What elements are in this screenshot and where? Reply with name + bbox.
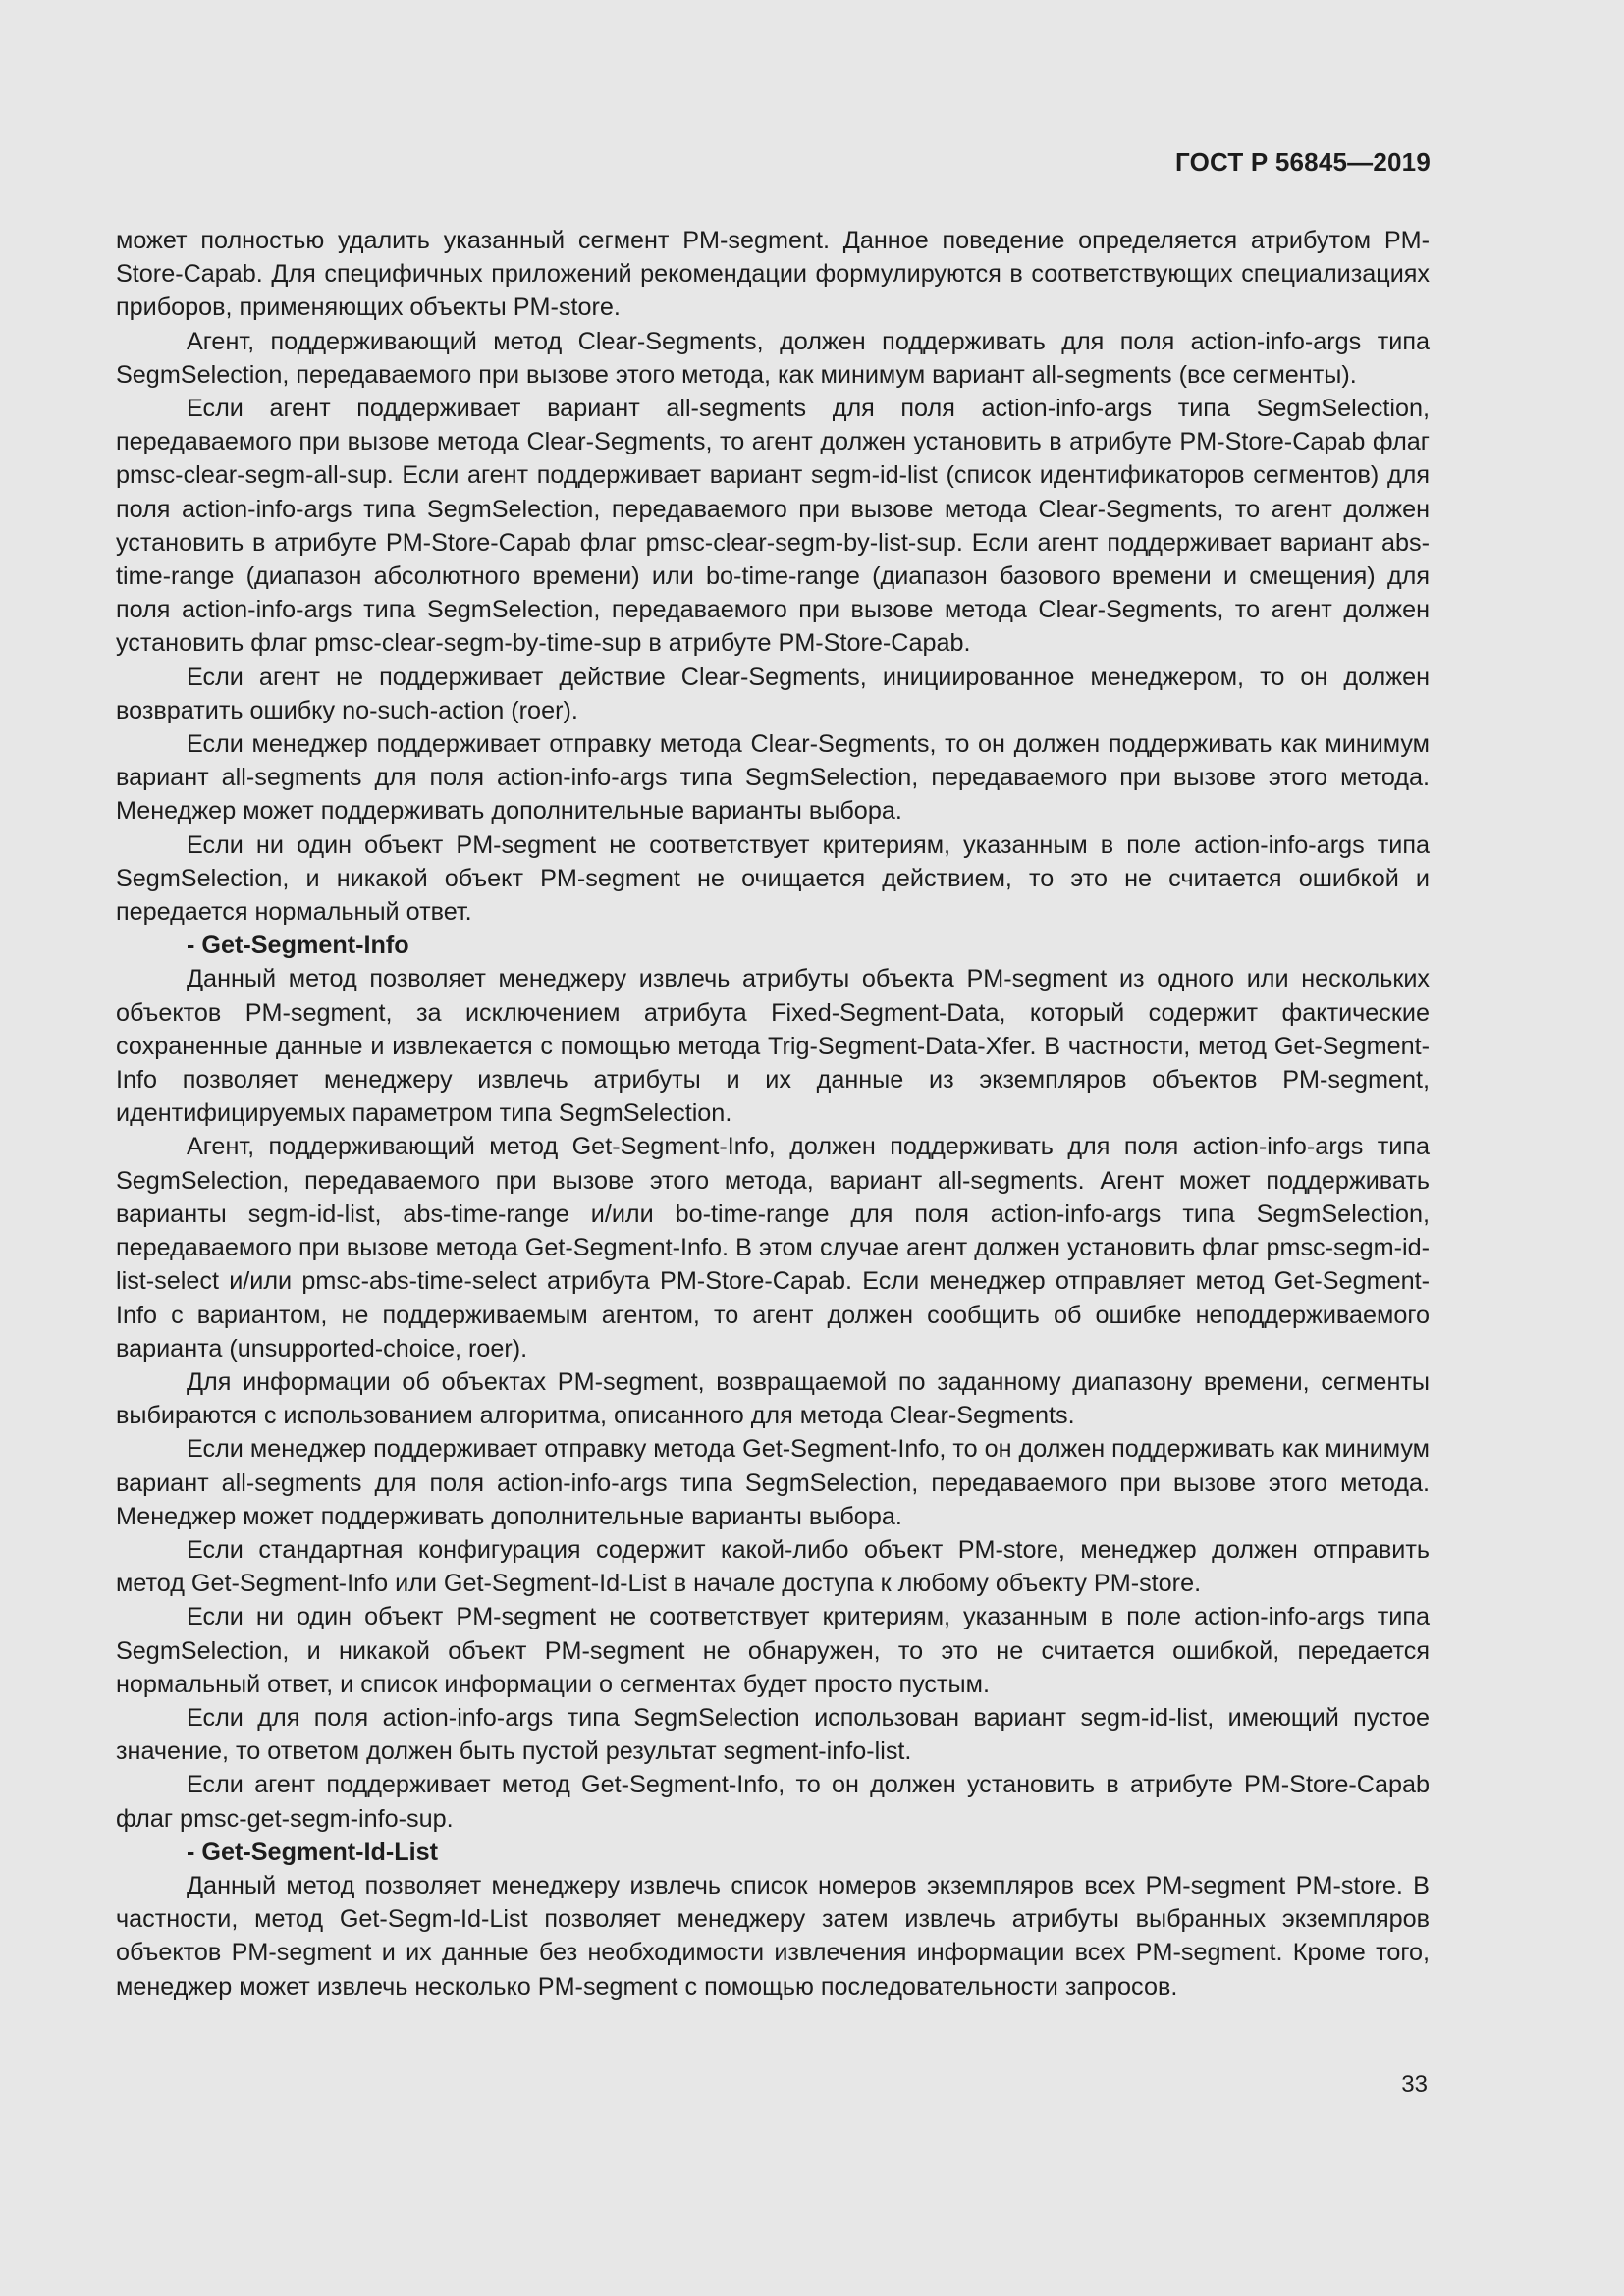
body-paragraph: Если для поля action-info-args типа SegmSelection использован вариант segm-id-list, имеющий пустое значение, то ответом должен быть пустой результат segment-info-list. [116,1703,1430,1766]
body-paragraph: Данный метод позволяет менеджеру извлечь атрибуты объекта PM-segment из одного или нескольких объектов PM-segment, за исключением атрибута Fixed-Segment-Data, который содержит фактические сохраненные данные и извлекается с помощью метода Trig-Segment-Data-Xfer. В частности, метод Get-Segment-Info позволяет менеджеру извлечь атрибуты и их данные из экземпляров объектов PM-segment, идентифицируемых параметром типа SegmSelection. [116,965,1430,1128]
body-paragraph: Если менеджер поддерживает отправку метода Get-Segment-Info, то он должен поддерживать как минимум вариант all-segments для поля action-info-args типа SegmSelection, передаваемого при вызове этого метода. Менеджер может поддерживать дополнительные варианты выбора. [116,1435,1430,1530]
body-paragraph: Данный метод позволяет менеджеру извлечь список номеров экземпляров всех PM-segment PM-store. В частности, метод Get-Segm-Id-List позволяет менеджеру затем извлечь атрибуты выбранных экземпляров объектов PM-segment и их данные без необходимости извлечения информации всех PM-segment. Кроме того, менеджер может извлечь несколько PM-segment с помощью последовательности запросов. [116,1871,1430,2001]
document-body [116,224,1430,2003]
body-paragraph: Если агент поддерживает метод Get-Segment-Info, то он должен установить в атрибуте PM-Store-Capab флаг pmsc-get-segm-info-sup. [116,1771,1430,1833]
body-paragraph: может полностью удалить указанный сегмент PM-segment. Данное поведение определяется атрибутом PM-Store-Capab. Для специфичных приложений рекомендации формулируются в соответствующих специализациях приборов, применяющих объекты PM-store. [116,227,1430,322]
body-paragraph: Если агент не поддерживает действие Clear-Segments, инициированное менеджером, то он должен возвратить ошибку no-such-action (roer). [116,663,1430,724]
body-paragraph: Если менеджер поддерживает отправку метода Clear-Segments, то он должен поддерживать как минимум вариант all-segments для поля action-info-args типа SegmSelection, передаваемого при вызове этого метода. Менеджер может поддерживать дополнительные варианты выбора. [116,730,1430,826]
body-paragraph: Для информации об объектах PM-segment, возвращаемой по заданному диапазону времени, сегменты выбираются с использованием алгоритма, описанного для метода Clear-Segments. [116,1367,1430,1430]
body-paragraph: Агент, поддерживающий метод Get-Segment-Info, должен поддерживать для поля action-info-args типа SegmSelection, передаваемого при вызове этого метода, вариант all-segments. Агент может поддерживать варианты segm-id-list, abs-time-range и/или bo-time-range для поля action-info-args типа SegmSelection, передаваемого при вызове метода Get-Segment-Info. В этом случае агент должен установить флаг pmsc-segm-id-list-select и/или pmsc-abs-time-select атрибута PM-Store-Capab. Если менеджер отправляет метод Get-Segment-Info с вариантом, не поддерживаемым агентом, то агент должен сообщить об ошибке неподдерживаемого варианта (unsupported-choice, roer). [116,1133,1430,1362]
document-header-standard-id: ГОСТ Р 56845—2019 [1175,147,1431,177]
page-number: 33 [1401,2071,1428,2098]
body-paragraph: Агент, поддерживающий метод Clear-Segments, должен поддерживать для поля action-info-args типа SegmSelection, передаваемого при вызове этого метода, как минимум вариант all-segments (все сегменты). [116,327,1430,389]
method-heading: - Get-Segment-Info [187,932,409,960]
body-paragraph: Если ни один объект PM-segment не соответствует критериям, указанным в поле action-info-args типа SegmSelection, и никакой объект PM-segment не очищается действием, то это не считается ошибкой и передается нормальный ответ. [116,830,1430,927]
method-heading: - Get-Segment-Id-List [187,1838,439,1866]
body-paragraph: Если стандартная конфигурация содержит какой-либо объект PM-store, менеджер должен отправить метод Get-Segment-Info или Get-Segment-Id-List в начале доступа к любому объекту PM-store. [116,1535,1430,1598]
body-paragraph: Если ни один объект PM-segment не соответствует критериям, указанным в поле action-info-args типа SegmSelection, и никакой объект PM-segment не обнаружен, то это не считается ошибкой, передается нормальный ответ, и список информации о сегментах будет просто пустым. [116,1603,1430,1698]
body-paragraph: Если агент поддерживает вариант all-segments для поля action-info-args типа SegmSelection, передаваемого при вызове метода Clear-Segments, то агент должен установить в атрибуте PM-Store-Capab флаг pmsc-clear-segm-all-sup. Если агент поддерживает вариант segm-id-list (список идентификаторов сегментов) для поля action-info-args типа SegmSelection, передаваемого при вызове метода Clear-Segments, то агент должен установить в атрибуте PM-Store-Capab флаг pmsc-clear-segm-by-list-sup. Если агент поддерживает вариант abs-time-range (диапазон абсолютного времени) или bo-time-range (диапазон базового времени и смещения) для поля action-info-args типа SegmSelection, передаваемого при вызове метода Clear-Segments, то агент должен установить флаг pmsc-clear-segm-by-time-sup в атрибуте PM-Store-Capab. [116,395,1430,658]
